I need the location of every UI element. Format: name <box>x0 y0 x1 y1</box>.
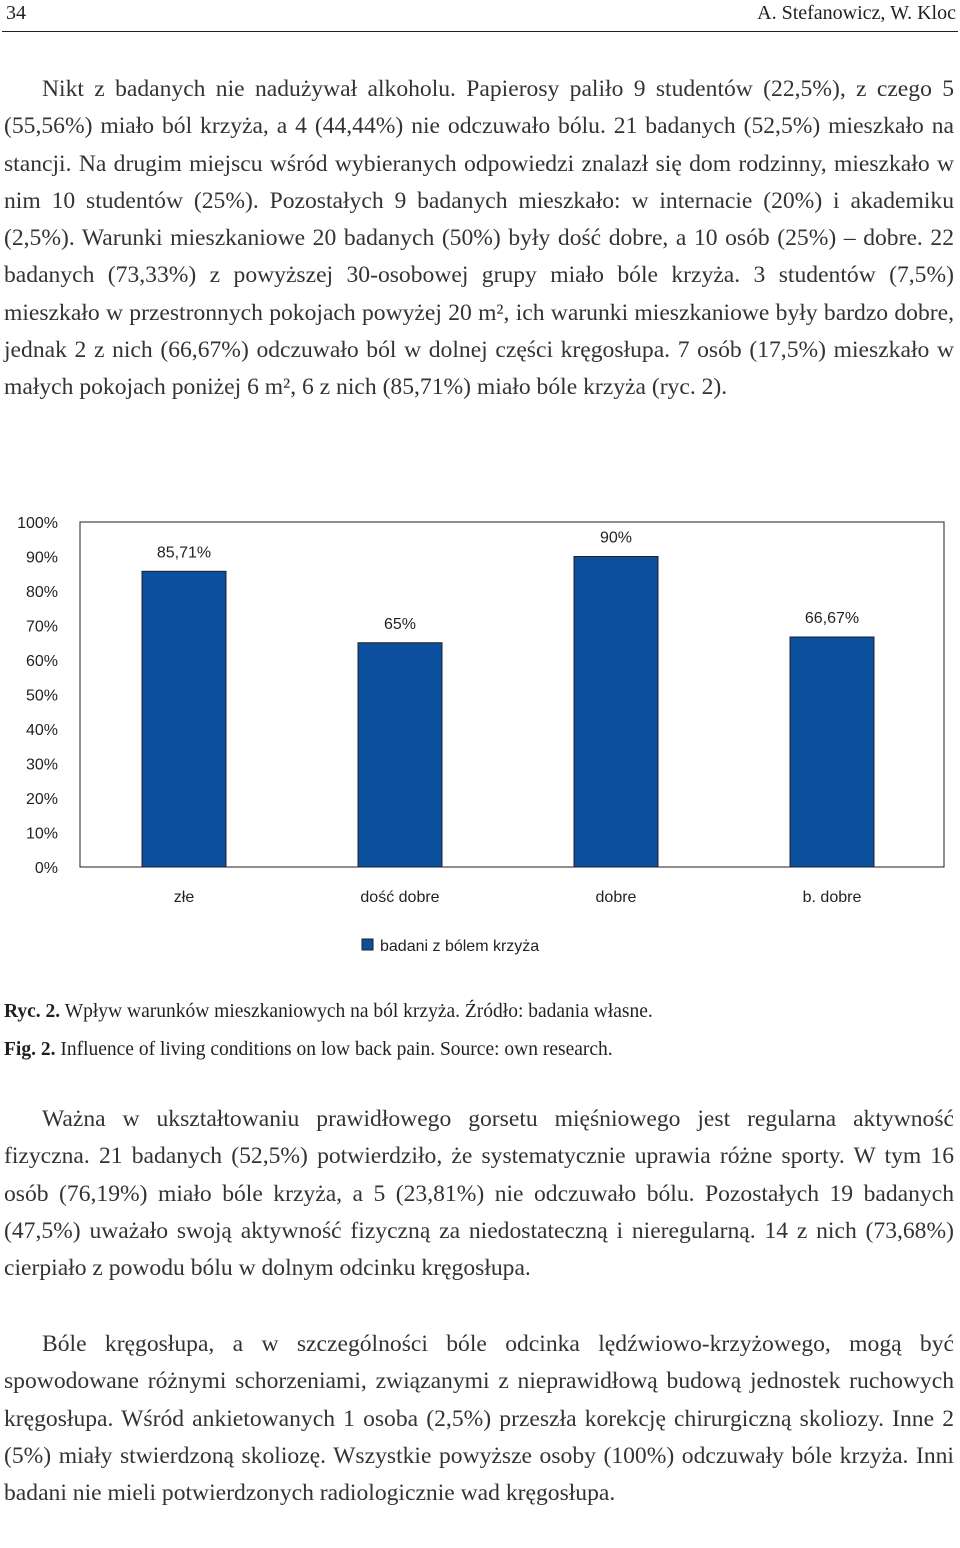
y-tick-label: 70% <box>25 618 58 636</box>
bar <box>358 643 442 867</box>
y-tick-label: 30% <box>25 756 58 774</box>
data-label: 85,71% <box>156 544 212 562</box>
data-label: 65% <box>383 615 417 633</box>
y-tick-label: 50% <box>25 687 58 705</box>
y-tick-label: 10% <box>25 825 58 843</box>
y-tick-label: 40% <box>25 722 58 739</box>
y-tick-label: 90% <box>25 549 58 567</box>
body-paragraph-1: Nikt z badanych nie nadużywał alkoholu. Papierosy paliło 9 studentów (22,5%), z czego 5 (55,56%) miało ból krzyża, a 4 (44,44%) nie odczuwało bólu. 21 badanych (52,5%) mieszkało na stancji. Na drugim miejscu wśród wybieranych odpowiedzi znalazł się dom rodzinny, mieszkało w nim 10 studentów (25%). Pozostałych 9 badanych mieszkało: w internacie (20%) i akademiku (2,5%). Warunki mieszkaniowe 20 badanych (50%) były dość dobre, a 10 osób (25%) – dobre. 22 badanych (73,33%) z powyższej 30-osobowej grupy miało bóle krzyża. 3 studentów (7,5%) mieszkało w przestronnych pokojach powyżej 20 m², ich warunki mieszkaniowe były bardzo dobre, jednak 2 z nich (66,67%) odczuwało ból w dolnej części kręgosłupa. 7 osób (17,5%) mieszkało w małych pokojach poniżej 6 m², 6 z nich (85,71%) miało bóle krzyża (ryc. 2). <box>4 76 954 401</box>
running-head: A. Stefanowicz, W. Kloc <box>757 2 956 24</box>
x-tick-label: złe <box>173 889 195 906</box>
page-header <box>0 0 960 34</box>
caption-text-pl: Wpływ warunków mieszkaniowych na ból krzyża. Źródło: badania własne. <box>60 1001 653 1022</box>
caption-label-en: Fig. 2. <box>4 1039 56 1060</box>
bar <box>142 571 226 867</box>
bar-chart <box>0 505 960 975</box>
chart-svg <box>0 505 960 975</box>
y-tick-label: 100% <box>17 515 58 532</box>
caption-text-en: Influence of living conditions on low back pain. Source: own research. <box>55 1039 613 1060</box>
legend-label: badani z bólem krzyża <box>380 938 540 955</box>
page-number: 34 <box>6 2 26 24</box>
x-tick-label: dość dobre <box>360 889 440 906</box>
caption-label-pl: Ryc. 2. <box>4 1001 61 1022</box>
data-label: 66,67% <box>804 609 860 627</box>
data-label: 90% <box>599 529 633 547</box>
body-paragraph-3: Bóle kręgosłupa, a w szczególności bóle odcinka lędźwiowo-krzyżowego, mogą być spowodowane różnymi schorzeniami, związanymi z nieprawidłową budową jednostek ruchowych kręgosłupa. Wśród ankietowanych 1 osoba (2,5%) przeszła korekcję chirurgiczną skoliozy. Inne 2 (5%) miały stwierdzoną skoliozę. Wszystkie powyższe osoby (100%) odczuwały bóle krzyża. Inni badani nie mieli potwierdzonych radiologicznie wad kręgosłupa. <box>4 1331 954 1507</box>
y-tick-label: 0% <box>34 860 58 877</box>
y-tick-label: 20% <box>25 791 58 808</box>
legend-swatch <box>362 939 373 950</box>
figure-caption-pl <box>4 1000 653 1024</box>
y-tick-label: 80% <box>25 584 58 601</box>
figure-caption-en <box>4 1038 613 1062</box>
y-tick-label: 60% <box>25 653 58 670</box>
header-rule <box>2 31 958 32</box>
x-tick-label: dobre <box>595 889 637 906</box>
x-tick-label: b. dobre <box>802 889 862 906</box>
body-paragraph-2: Ważna w ukształtowaniu prawidłowego gorsetu mięśniowego jest regularna aktywność fizyczna. 21 badanych (52,5%) potwierdziło, że systematycznie uprawia różne sporty. W tym 16 osób (76,19%) miało bóle krzyża, a 5 (23,81%) nie odczuwało bólu. Pozostałych 19 badanych (47,5%) uważało swoją aktywność fizyczną za niedostateczną i nieregularną. 14 z nich (73,68%) cierpiało z powodu bólu w dolnym odcinku kręgosłupa. <box>4 1106 954 1282</box>
bar <box>790 637 874 867</box>
bar <box>574 557 658 868</box>
